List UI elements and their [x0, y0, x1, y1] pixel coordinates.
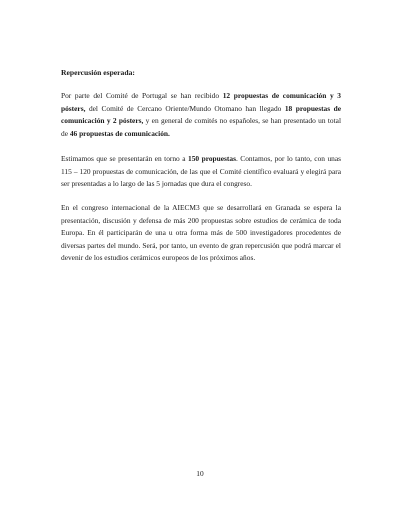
bold-text-run: 46 propuestas de comunicación. — [69, 128, 170, 138]
section-heading: Repercusión esperada: — [61, 68, 135, 77]
page-number: 10 — [196, 469, 204, 478]
bold-text-run: 150 propuestas — [188, 154, 236, 163]
text-run: Por parte del Comité de Portugal se han recibido — [61, 91, 223, 100]
paragraph-congress: En el congreso internacional de la AIECM3 que se desarrollará en Granada se espera la presentación, discusión y defensa de más 200 propuestas sobre estudios de cerámica de toda Europa. En él participarán de una u otra forma más de 500 investigadores procedentes de diversas partes del mundo. Será, por tanto, un evento de gran repercusión que podrá marcar el devenir de los estudios cerámicos europeos de los próximos años. — [61, 203, 341, 263]
text-run: . Contamos, por lo tanto, con unas 115 – 120 propuestas de comunicación, de las que el Comité científico evaluará y elegirá para ser presentadas a lo largo de las 5 jornadas que dura el congreso. — [61, 154, 341, 189]
text-run: y en general de comités no españoles, se han presentado un total de — [61, 116, 341, 138]
bold-text-run: 18 propuestas de comunicación y 2 pósters, — [61, 103, 342, 126]
paragraph-estimate — [61, 153, 341, 191]
text-run: del Comité de Cercano Oriente/Mundo Otomano han llegado — [85, 103, 285, 113]
bold-text-run: 12 propuestas de comunicación y 3 pósters, — [61, 91, 341, 113]
paragraph-portugal-proposals — [61, 90, 341, 140]
text-run: Estimamos que se presentarán en torno a — [61, 154, 189, 163]
